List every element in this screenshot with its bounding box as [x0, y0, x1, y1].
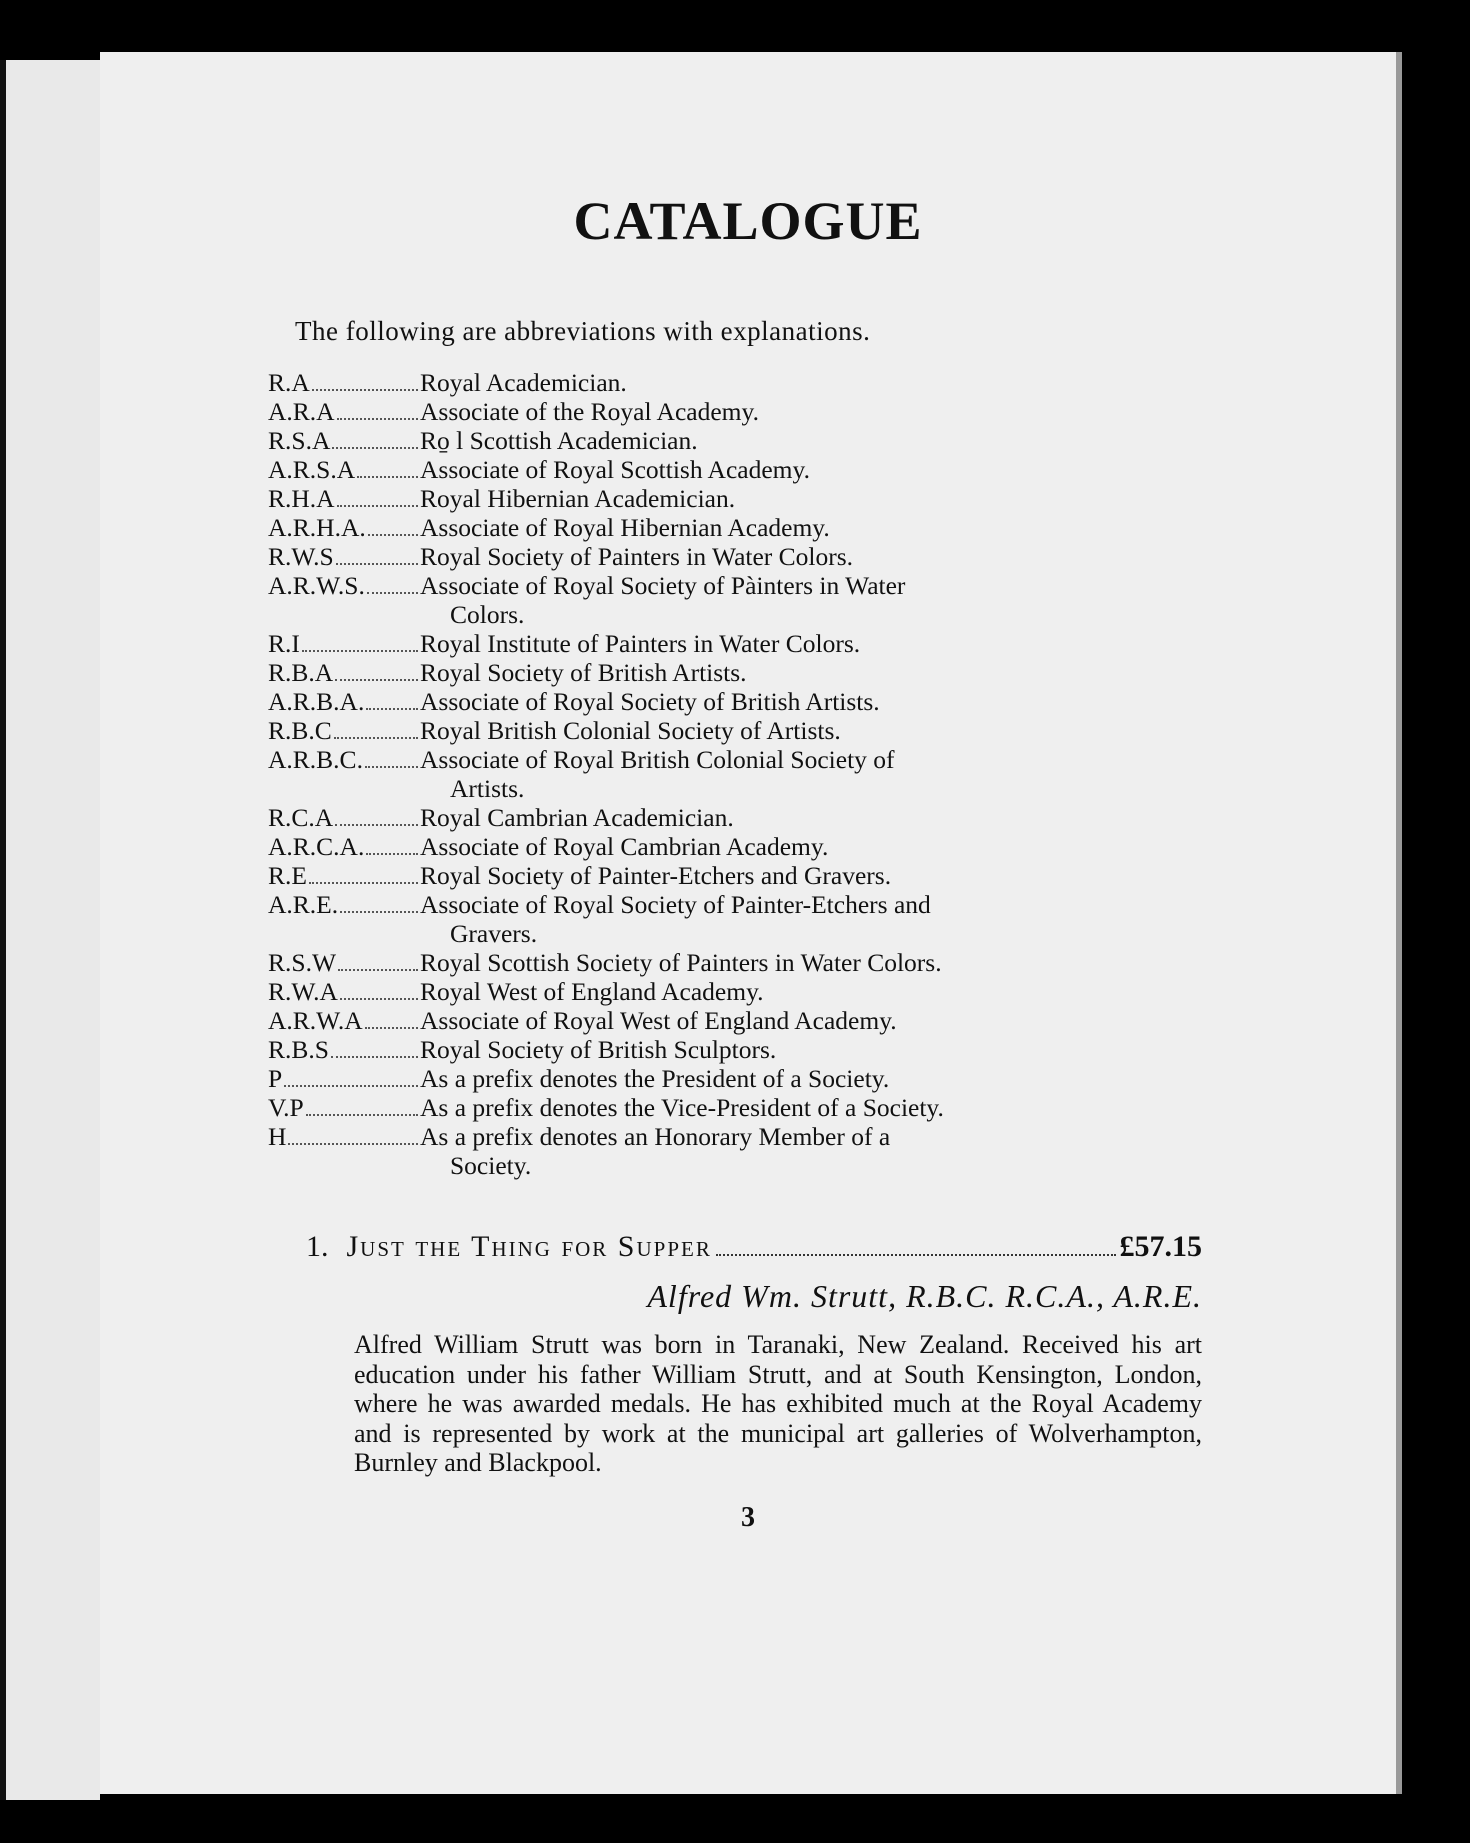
- abbreviation-code-text: R.C.A: [268, 803, 334, 832]
- abbreviation-meaning-line: Royal Scottish Society of Painters in Water Colors.: [420, 948, 942, 977]
- dotted-leader: [302, 650, 418, 652]
- abbreviation-meaning-line: Royal Hibernian Academician.: [420, 484, 736, 513]
- abbreviation-row: [268, 716, 1100, 745]
- abbreviation-meaning: [420, 484, 1100, 513]
- abbreviation-meaning-line: Royal Society of Painters in Water Colors.: [420, 542, 854, 571]
- dotted-leader: [335, 679, 418, 681]
- abbreviation-meaning-line: Associate of Royal Cambrian Academy.: [420, 832, 829, 861]
- dotted-leader: [366, 853, 418, 855]
- abbreviation-row: [268, 1035, 1100, 1064]
- abbreviation-code: [268, 745, 420, 803]
- abbreviation-code-text: A.R.C.A.: [268, 832, 365, 861]
- abbreviation-meaning-line: Associate of Royal British Colonial Society of: [420, 745, 895, 774]
- page-right-edge: [1396, 52, 1402, 1794]
- abbreviation-row: [268, 948, 1100, 977]
- dotted-leader: [284, 1085, 418, 1087]
- abbreviation-meaning: [420, 542, 1100, 571]
- abbreviation-meaning-line: Associate of Royal Society of Painter-Etchers and: [420, 890, 931, 919]
- abbreviation-code-text: H: [268, 1122, 287, 1151]
- abbreviation-code: [268, 890, 420, 948]
- abbreviation-meaning: [420, 1035, 1100, 1064]
- previous-page-edge: [0, 60, 100, 1800]
- abbreviation-meaning: [420, 513, 1100, 542]
- abbreviation-meaning: [420, 629, 1100, 658]
- abbreviation-row: [268, 977, 1100, 1006]
- abbreviation-meaning-line: Royal Institute of Painters in Water Colors.: [420, 629, 861, 658]
- abbreviation-code: [268, 1006, 420, 1035]
- entry-artist: Alfred Wm. Strutt, R.B.C. R.C.A., A.R.E.: [647, 1278, 1202, 1314]
- abbreviation-meaning: [420, 803, 1100, 832]
- abbreviation-meaning: [420, 1093, 1100, 1122]
- abbreviation-row: [268, 455, 1100, 484]
- abbreviation-meaning-continuation: Artists.: [450, 774, 525, 803]
- abbreviation-meaning: [420, 977, 1100, 1006]
- abbreviation-meaning: [420, 890, 1100, 948]
- abbreviation-code: [268, 513, 420, 542]
- dotted-leader: [337, 505, 418, 507]
- dotted-leader: [340, 998, 418, 1000]
- abbreviation-row: [268, 368, 1100, 397]
- entry-title: Just the Thing for Supper: [346, 1230, 712, 1263]
- abbreviation-row: [268, 426, 1100, 455]
- abbreviation-code-text: R.W.A: [268, 977, 338, 1006]
- dotted-leader: [365, 766, 418, 768]
- dotted-leader: [335, 824, 418, 826]
- dotted-leader: [716, 1254, 1116, 1256]
- abbreviation-code-text: A.R.S.A: [268, 455, 356, 484]
- dotted-leader: [309, 882, 418, 884]
- abbreviation-meaning: [420, 948, 1100, 977]
- page-number: 3: [741, 1502, 755, 1533]
- abbreviation-code: [268, 658, 420, 687]
- abbreviation-code: [268, 397, 420, 426]
- abbreviation-meaning-continuation: Colors.: [450, 600, 525, 629]
- abbreviation-meaning: [420, 745, 1100, 803]
- abbreviation-code-text: A.R.W.S.: [268, 571, 365, 600]
- abbreviation-row: [268, 803, 1100, 832]
- abbreviation-row: [268, 658, 1100, 687]
- abbreviation-row: [268, 687, 1100, 716]
- abbreviation-code: [268, 861, 420, 890]
- dotted-leader: [337, 418, 418, 420]
- abbreviation-meaning-line: As a prefix denotes the President of a Society.: [420, 1064, 890, 1093]
- abbreviation-code-text: A.R.A: [268, 397, 335, 426]
- abbreviation-row: [268, 484, 1100, 513]
- artist-biography: Alfred William Strutt was born in Taranaki, New Zealand. Received his art education under his father William Strutt, and at South Kensington, London, where he was awarded medals. He has exhibited much at the Royal Academy and is represented by work at the municipal art galleries of Wolverhampton, Burnley and Blackpool.: [354, 1330, 1202, 1477]
- abbreviation-code-text: R.W.S: [268, 542, 334, 571]
- abbreviation-meaning-line: Associate of Royal Hibernian Academy.: [420, 513, 830, 542]
- abbreviation-meaning-continuation: Gravers.: [450, 919, 538, 948]
- abbreviation-code: [268, 455, 420, 484]
- abbreviation-row: [268, 890, 1100, 948]
- abbreviation-code: [268, 1035, 420, 1064]
- abbreviation-row: [268, 861, 1100, 890]
- abbreviation-code-text: A.R.W.A: [268, 1006, 363, 1035]
- abbreviation-meaning: [420, 368, 1100, 397]
- abbreviation-meaning-line: As a prefix denotes an Honorary Member of a: [420, 1122, 891, 1151]
- entry-number: 1.: [306, 1230, 329, 1263]
- abbreviation-meaning: [420, 426, 1100, 455]
- abbreviation-code: [268, 977, 420, 1006]
- abbreviation-code: [268, 542, 420, 571]
- entry-price: £57.15: [1119, 1230, 1202, 1263]
- abbreviation-code-text: A.R.E.: [268, 890, 339, 919]
- abbreviation-meaning-line: Associate of Royal Society of British Artists.: [420, 687, 880, 716]
- abbreviation-code-text: A.R.B.C.: [268, 745, 363, 774]
- abbreviation-meaning: [420, 687, 1100, 716]
- abbreviation-code-text: R.B.C: [268, 716, 332, 745]
- abbreviation-meaning-line: Royal British Colonial Society of Artists.: [420, 716, 841, 745]
- dotted-leader: [334, 737, 418, 739]
- abbreviation-meaning: [420, 861, 1100, 890]
- abbreviations-intro: The following are abbreviations with explanations.: [295, 316, 871, 346]
- abbreviation-code: [268, 803, 420, 832]
- abbreviation-meaning: [420, 455, 1100, 484]
- abbreviation-meaning-line: Associate of Royal Scottish Academy.: [420, 455, 810, 484]
- abbreviation-code-text: P: [268, 1064, 283, 1093]
- abbreviation-row: [268, 1064, 1100, 1093]
- abbreviation-code-text: R.B.S: [268, 1035, 329, 1064]
- abbreviation-code: [268, 571, 420, 629]
- abbreviation-meaning-line: Associate of Royal Society of Pàinters in Water: [420, 571, 906, 600]
- abbreviation-meaning: [420, 1064, 1100, 1093]
- dotted-leader: [336, 563, 418, 565]
- abbreviation-code-text: R.I: [268, 629, 300, 658]
- abbreviation-code: [268, 1064, 420, 1093]
- abbreviation-meaning-line: Royal West of England Academy.: [420, 977, 764, 1006]
- abbreviation-code: [268, 1093, 420, 1122]
- abbreviation-row: [268, 832, 1100, 861]
- abbreviations-list: [268, 368, 1100, 1180]
- abbreviation-row: [268, 513, 1100, 542]
- abbreviation-row: [268, 1122, 1100, 1180]
- abbreviation-code: [268, 629, 420, 658]
- catalogue-entry-heading: [306, 1230, 1202, 1264]
- abbreviation-meaning: [420, 1006, 1100, 1035]
- abbreviation-row: [268, 1093, 1100, 1122]
- dotted-leader: [357, 476, 418, 478]
- abbreviation-meaning-line: Royal Society of British Artists.: [420, 658, 747, 687]
- abbreviation-code: [268, 832, 420, 861]
- abbreviation-code: [268, 687, 420, 716]
- dotted-leader: [332, 447, 418, 449]
- dotted-leader: [365, 1027, 418, 1029]
- abbreviation-row: [268, 397, 1100, 426]
- abbreviation-code: [268, 368, 420, 397]
- abbreviation-meaning-line: As a prefix denotes the Vice-President of a Society.: [420, 1093, 944, 1122]
- page-gutter-line: [0, 60, 6, 1800]
- abbreviation-meaning-line: Associate of the Royal Academy.: [420, 397, 759, 426]
- abbreviation-meaning: [420, 716, 1100, 745]
- dotted-leader: [306, 1114, 418, 1116]
- abbreviation-meaning-line: Royal Academician.: [420, 368, 627, 397]
- dotted-leader: [312, 389, 418, 391]
- abbreviation-code-text: R.S.W: [268, 948, 337, 977]
- dotted-leader: [368, 534, 418, 536]
- abbreviation-meaning-line: Royal Society of Painter-Etchers and Gravers.: [420, 861, 892, 890]
- dotted-leader: [288, 1143, 418, 1145]
- abbreviation-code: [268, 716, 420, 745]
- abbreviation-meaning-line: Associate of Royal West of England Academy.: [420, 1006, 897, 1035]
- abbreviation-code-text: R.B.A: [268, 658, 334, 687]
- abbreviation-code: [268, 426, 420, 455]
- abbreviation-meaning-line: Royal Cambrian Academician.: [420, 803, 734, 832]
- abbreviation-code-text: V.P: [268, 1093, 304, 1122]
- abbreviation-code-text: R.S.A: [268, 426, 331, 455]
- abbreviation-row: [268, 745, 1100, 803]
- abbreviation-row: [268, 629, 1100, 658]
- abbreviation-row: [268, 571, 1100, 629]
- dotted-leader: [367, 592, 418, 594]
- abbreviation-row: [268, 542, 1100, 571]
- abbreviation-meaning: [420, 571, 1100, 629]
- abbreviation-meaning-continuation: Society.: [450, 1151, 532, 1180]
- abbreviation-code: [268, 484, 420, 513]
- abbreviation-meaning: [420, 658, 1100, 687]
- abbreviation-code: [268, 948, 420, 977]
- abbreviation-row: [268, 1006, 1100, 1035]
- catalogue-page: [100, 52, 1396, 1794]
- dotted-leader: [340, 911, 418, 913]
- abbreviation-code-text: A.R.B.A.: [268, 687, 365, 716]
- abbreviation-code-text: R.H.A: [268, 484, 335, 513]
- abbreviation-code-text: R.A: [268, 368, 310, 397]
- abbreviation-meaning-line: Royal Society of British Sculptors.: [420, 1035, 777, 1064]
- dotted-leader: [366, 708, 418, 710]
- page-title: CATALOGUE: [573, 191, 923, 251]
- abbreviation-code-text: R.E: [268, 861, 307, 890]
- abbreviation-meaning: [420, 397, 1100, 426]
- abbreviation-meaning-line: Ro̱ l Scottish Academician.: [420, 426, 698, 455]
- abbreviation-meaning: [420, 832, 1100, 861]
- dotted-leader: [331, 1056, 418, 1058]
- dotted-leader: [338, 969, 418, 971]
- abbreviation-code-text: A.R.H.A.: [268, 513, 366, 542]
- abbreviation-meaning: [420, 1122, 1100, 1180]
- abbreviation-code: [268, 1122, 420, 1180]
